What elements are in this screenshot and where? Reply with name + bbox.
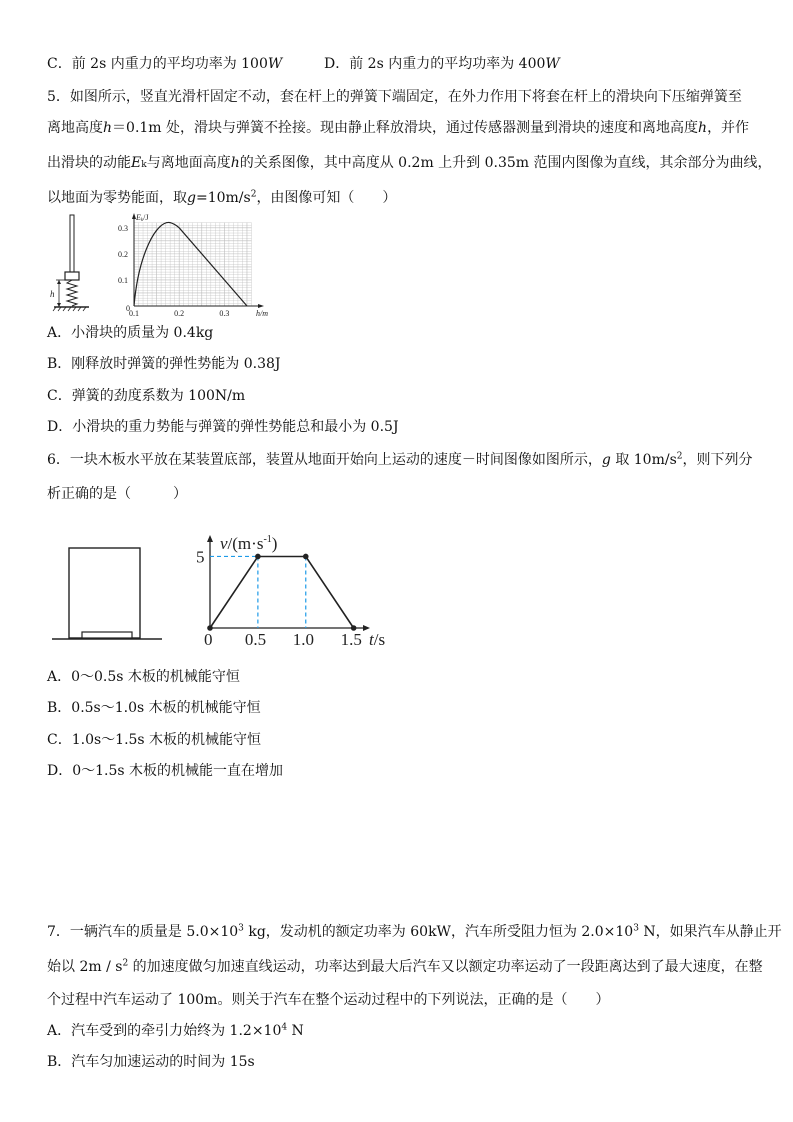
q5-x-tick-2: 0.3 [219,309,230,318]
q6-stem-line2: 析正确的是（ ） [47,486,187,502]
q5-y-tick-1: 0.2 [118,249,128,259]
q5-option-b: B．刚释放时弹簧的弹性势能为 0.38J [47,356,281,372]
q6-y-axis-label: $v/(m\cdot s^{-1})$ [220,534,278,553]
q5-option-d: D．小滑块的重力势能与弹簧的弹性势能总和最小为 0.5J [47,419,399,435]
q4-option-c: C．前 2s 内重力的平均功率为 100W [47,56,283,72]
q5-stem-line1: 5．如图所示，竖直光滑杆固定不动，套在杆上的弹簧下端固定，在外力作用下将套在杆上的滑块向下压缩弹簧至 [47,89,742,105]
q7-stem-line1: 7．一辆汽车的质量是 $5.0\times 10^3$ kg，发动机的额定功率为 60kW，汽车所受阻力恒为 $2.0\times 10^3$ N，如果汽车从静止开 [47,923,782,940]
q6-stem-line1: 6．一块木板水平放在某装置底部，装置从地面开始向上运动的速度－时间图像如图所示，g 取 $10m/s^2$，则下列分 [47,451,753,468]
q7-stem-line3: 个过程中汽车运动了 100m。则关于汽车在整个运动过程中的下列说法，正确的是（ ） [47,992,610,1008]
q6-velocity-line [210,557,354,629]
q5-x-tick-1: 0.2 [174,309,185,318]
q5-y-tick-0: 0.1 [118,275,128,285]
q5-h-label: h [50,289,55,299]
q6-point-2 [303,554,309,560]
q5-stem-line2: 离地高度h＝0.1m 处，滑块与弹簧不拴接。现由静止释放滑块，通过传感器测量到滑块的速度和离地高度h，并作 [47,120,750,136]
q6-option-d: D．0～1.5s 木板的机械能一直在增加 [47,763,284,779]
q5-rod [70,215,74,275]
q6-guide-lines [210,556,306,628]
q6-device-figure [52,545,172,645]
q6-origin-label: 0 [204,630,213,649]
q6-device-box [69,548,140,638]
q5-slider-block [65,272,79,280]
q5-spring [67,280,77,306]
q6-x-axis-label: t/s [369,630,386,649]
q7-option-b: B．汽车匀加速运动的时间为 15s [47,1054,255,1070]
q4-option-d: D．前 2s 内重力的平均功率为 400W [324,56,560,72]
q5-x-axis-label: h/m [256,309,268,318]
q7-stem-line2: 始以 $2m / s^2$ 的加速度做匀加速直线运动，功率达到最大后汽车又以额定功率运动了一段距离达到了最大速度，在整 [47,958,763,975]
q6-point-1 [255,554,261,560]
q5-y-tick-2: 0.3 [118,223,128,233]
q6-option-b: B．0.5s～1.0s 木板的机械能守恒 [47,700,261,716]
q6-x-tick-2: 1.5 [340,630,362,649]
q6-v-t-chart [188,527,398,652]
q5-option-a: A．小滑块的质量为 0.4kg [47,325,214,341]
q6-option-c: C．1.0s～1.5s 木板的机械能守恒 [47,732,262,748]
q5-origin-label: 0 [126,304,130,313]
q5-y-axis-label: Ek/J [136,213,149,223]
q6-option-a: A．0～0.5s 木板的机械能守恒 [47,669,240,685]
q5-stem-line3: 出滑块的动能Ek与离地面高度h的关系图像，其中高度从 0.2m 上升到 0.35m 范围内图像为直线，其余部分为曲线， [47,155,772,171]
q5-stem-line4: 以地面为零势能面，取$g=10m/s^2$，由图像可知（ ） [47,189,397,206]
q6-wooden-board [82,632,132,638]
q5-option-c: C．弹簧的劲度系数为 100N/m [47,388,246,404]
q5-ek-h-chart [106,210,286,320]
q6-x-tick-0: 0.5 [244,630,267,649]
q6-x-tick-1: 1.0 [292,630,315,649]
q7-option-a: A．汽车受到的牵引力始终为 $1.2\times 10^4$ N [47,1022,304,1039]
q6-y-tick-0: 5 [196,547,205,567]
q5-chart-grid [134,223,251,306]
q5-x-tick-0: 0.1 [129,309,139,318]
q5-spring-figure [44,212,94,312]
